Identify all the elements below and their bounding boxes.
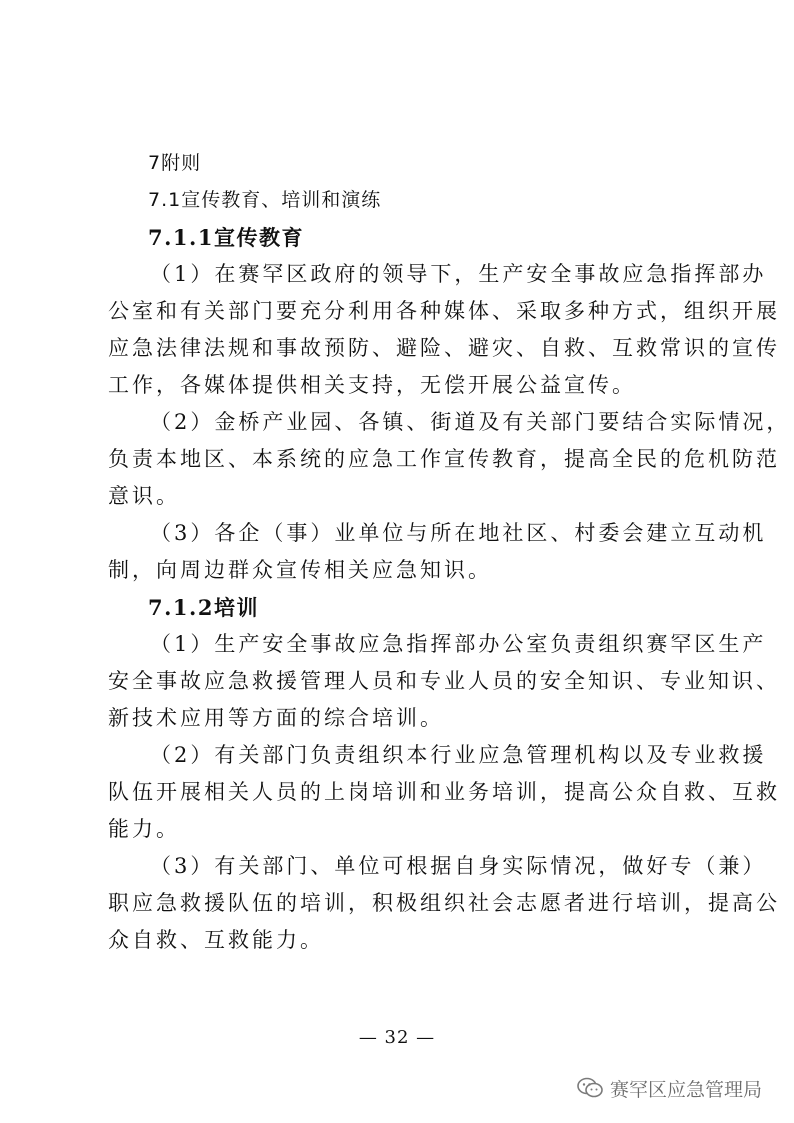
paragraph-line: 意识。 xyxy=(108,484,180,508)
paragraph-line: 公室和有关部门要充分利用各种媒体、采取多种方式，组织开展 xyxy=(108,299,780,323)
subsection-heading-training: 7.1.2培训 xyxy=(148,595,259,620)
wechat-icon xyxy=(576,1076,604,1100)
page-number: — 32 — xyxy=(358,1027,436,1048)
paragraph-line: 制，向周边群众宣传相关应急知识。 xyxy=(108,558,492,582)
paragraph-line: （1）在赛罕区政府的领导下，生产安全事故应急指挥部办 xyxy=(150,262,767,286)
paragraph-line: 工作，各媒体提供相关支持，无偿开展公益宣传。 xyxy=(108,373,636,397)
paragraph-line: 负责本地区、本系统的应急工作宣传教育，提高全民的危机防范 xyxy=(108,447,780,471)
paragraph-line: 职应急救援队伍的培训，积极组织社会志愿者进行培训，提高公 xyxy=(108,891,780,915)
paragraph-line: 队伍开展相关人员的上岗培训和业务培训，提高公众自救、互救 xyxy=(108,780,780,804)
paragraph-line: 新技术应用等方面的综合培训。 xyxy=(108,706,444,730)
paragraph-line: （2）有关部门负责组织本行业应急管理机构以及专业救援 xyxy=(150,743,767,767)
watermark-account-name: 赛罕区应急管理局 xyxy=(609,1078,762,1101)
section-heading: 7.1宣传教育、培训和演练 xyxy=(148,189,382,211)
paragraph-line: （2）金桥产业园、各镇、街道及有关部门要结合实际情况， xyxy=(150,410,791,434)
chapter-heading: 7附则 xyxy=(148,152,202,174)
paragraph-line: 能力。 xyxy=(108,817,180,841)
paragraph-line: （3）各企（事）业单位与所在地社区、村委会建立互动机 xyxy=(150,521,767,545)
paragraph-line: （3）有关部门、单位可根据自身实际情况，做好专（兼） xyxy=(150,854,767,878)
paragraph-line: 安全事故应急救援管理人员和专业人员的安全知识、专业知识、 xyxy=(108,669,780,693)
paragraph-line: 应急法律法规和事故预防、避险、避灾、自救、互救常识的宣传 xyxy=(108,336,780,360)
subsection-heading-publicity: 7.1.1宣传教育 xyxy=(148,225,304,250)
paragraph-line: （1）生产安全事故应急指挥部办公室负责组织赛罕区生产 xyxy=(150,632,767,656)
wechat-watermark xyxy=(576,1071,762,1105)
paragraph-line: 众自救、互救能力。 xyxy=(108,928,324,952)
